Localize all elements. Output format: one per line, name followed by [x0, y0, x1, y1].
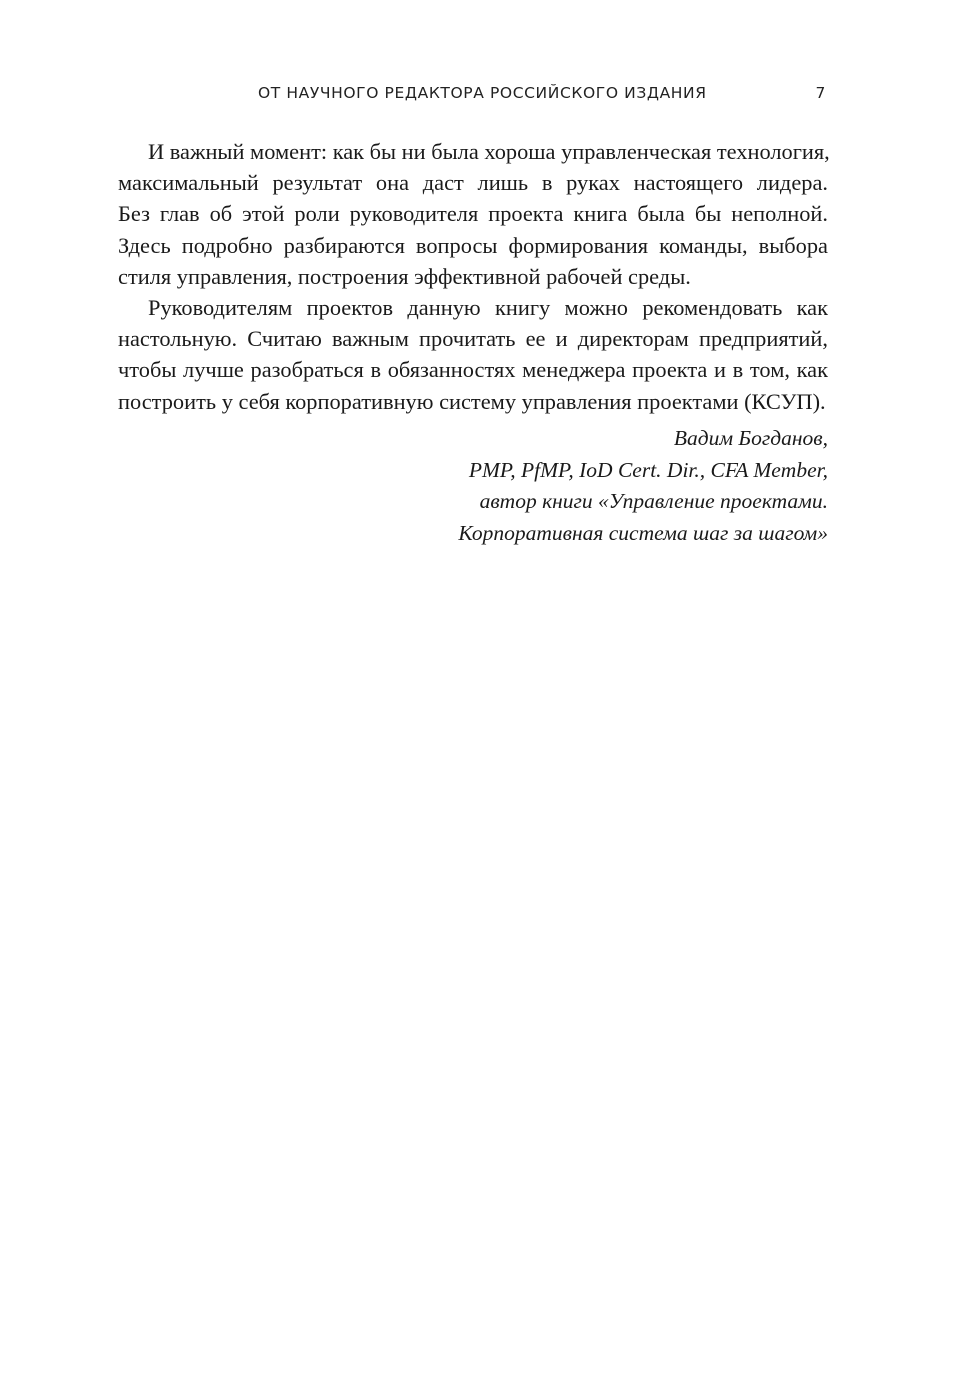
author-book-line-2: Корпоративная система шаг за шагом»: [458, 520, 828, 545]
text-line: Без глав об этой роли руководителя проекта книга была бы неполной.: [118, 201, 828, 227]
author-credentials: PMP, PfMP, IoD Cert. Dir., CFA Member,: [468, 457, 828, 482]
page-number: 7: [815, 84, 826, 102]
text-line: построить у себя корпоративную систему управления проектами (КСУП).: [118, 388, 826, 414]
paragraph-1: [118, 136, 828, 292]
text-line: максимальный результат она даст лишь в руках настоящего лидера.: [118, 170, 828, 196]
author-name: Вадим Богданов,: [673, 426, 828, 450]
author-book-line-1: автор книги «Управление проектами.: [479, 489, 828, 513]
text-line: чтобы лучше разобраться в обязанностях менеджера проекта и в том, как: [118, 357, 828, 383]
text-line: Здесь подробно разбираются вопросы формирования команды, выбора: [118, 232, 828, 258]
signature-block: [118, 423, 828, 549]
book-page: [118, 0, 828, 1388]
text-line: стиля управления, построения эффективной рабочей среды.: [118, 263, 691, 289]
text-line: настольную. Считаю важным прочитать ее и директорам предприятий,: [118, 326, 828, 352]
paragraph-2: [118, 292, 828, 417]
text-line: И важный момент: как бы ни была хороша управленческая технология,: [148, 139, 830, 164]
running-title: ОТ НАУЧНОГО РЕДАКТОРА РОССИЙСКОГО ИЗДАНИЯ: [258, 84, 707, 102]
body-text: [118, 136, 828, 417]
running-header: [118, 84, 828, 108]
text-line: Руководителям проектов данную книгу можно рекомендовать как: [148, 295, 828, 321]
